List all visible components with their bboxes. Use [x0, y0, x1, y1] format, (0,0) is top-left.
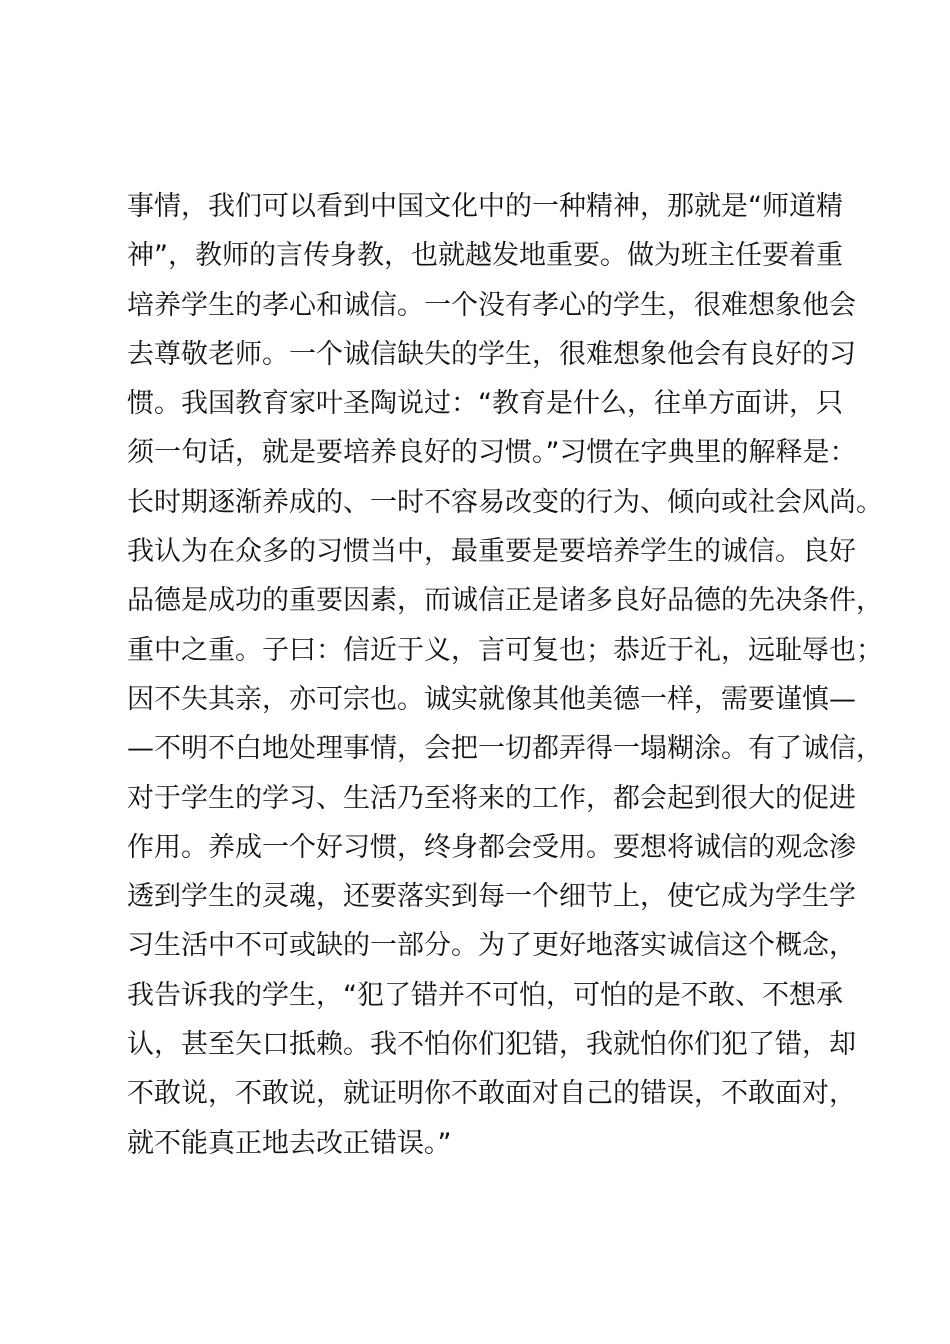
text-line: 长时期逐渐养成的、一时不容易改变的行为、倾向或社会风尚。	[127, 486, 883, 518]
text-line: 培养学生的孝心和诚信。一个没有孝心的学生，很难想象他会	[127, 289, 856, 321]
text-line: 惯。我国教育家叶圣陶说过：“教育是什么，往单方面讲，只	[127, 388, 843, 420]
text-line: 因不失其亲，亦可宗也。诚实就像其他美德一样，需要谨慎—	[127, 683, 856, 715]
text-line: —不明不白地处理事情，会把一切都弄得一塌糊涂。有了诚信，	[127, 733, 883, 765]
text-line: 不敢说，不敢说，就证明你不敢面对自己的错误，不敢面对，	[127, 1078, 856, 1110]
body-text	[127, 182, 883, 1168]
text-line: 就不能真正地去改正错误。”	[127, 1127, 452, 1159]
text-line: 我认为在众多的习惯当中，最重要是要培养学生的诚信。良好	[127, 536, 856, 568]
text-line: 透到学生的灵魂，还要落实到每一个细节上，使它成为学生学	[127, 881, 856, 913]
text-line: 事情，我们可以看到中国文化中的一种精神，那就是“师道精	[127, 191, 843, 222]
text-line: 重中之重。子曰：信近于义，言可复也；恭近于礼，远耻辱也；	[127, 634, 883, 666]
text-line: 品德是成功的重要因素，而诚信正是诸多良好品德的先决条件，	[127, 585, 883, 617]
text-line: 神”，教师的言传身教，也就越发地重要。做为班主任要着重	[127, 240, 843, 272]
text-line: 认，甚至矢口抵赖。我不怕你们犯错，我就怕你们犯了错，却	[127, 1029, 856, 1061]
text-line: 须一句话，就是要培养良好的习惯。”习惯在字典里的解释是：	[127, 437, 857, 469]
text-line: 我告诉我的学生，“犯了错并不可怕，可怕的是不敢、不想承	[127, 979, 843, 1011]
text-line: 作用。养成一个好习惯，终身都会受用。要想将诚信的观念渗	[127, 831, 856, 863]
text-line: 习生活中不可或缺的一部分。为了更好地落实诚信这个概念，	[127, 930, 856, 962]
text-line: 去尊敬老师。一个诚信缺失的学生，很难想象他会有良好的习	[127, 338, 856, 370]
text-line: 对于学生的学习、生活乃至将来的工作，都会起到很大的促进	[127, 782, 856, 814]
